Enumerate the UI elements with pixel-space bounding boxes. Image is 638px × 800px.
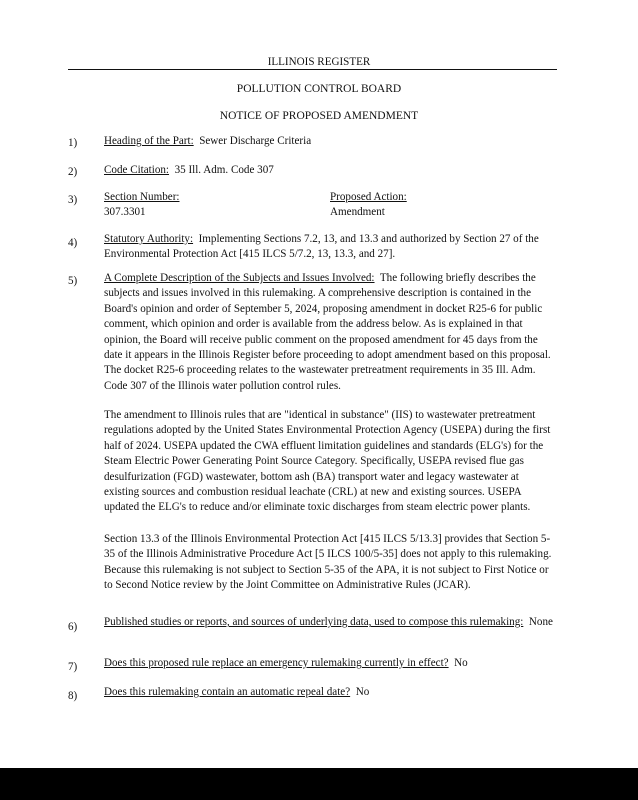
- item-5-para-1-text: The following briefly describes the subjects and issues involved in this rulemaking. A comprehensive description is contained in the Board's opinion and order of September 5, 2024, proposing amendment in docket R25-6 for public comment, which opinion and order is available from the address below. As is explained in that opinion, the Board will receive public comment on the proposed amendment for 45 days from the date it appears in the Illinois Register before proceeding to adopt amendment based on this proposal. The docket R25-6 proceeding relates to the wastewater pretreatment requirements in 35 Ill. Adm. Code 307 of the Illinois water pollution control rules.: [104, 272, 551, 392]
- item-2-number: 2): [68, 166, 78, 178]
- item-5-label: A Complete Description of the Subjects and Issues Involved:: [104, 272, 375, 284]
- item-5-paragraph-3: Section 13.3 of the Illinois Environmental Protection Act [415 ILCS 5/13.3] provides that Section 5-35 of the Illinois Administrative Procedure Act [5 ILCS 100/5-35] does not apply to this rulemaking. Because this rulemaking is not subject to Section 5-35 of the APA, it is not subject to First Notice or to Second Notice review by the Joint Committee on Administrative Rules (JCAR).: [104, 533, 552, 592]
- item-8: [104, 685, 554, 700]
- item-1-value: Sewer Discharge Criteria: [199, 135, 312, 147]
- item-6-label: Published studies or reports, and sources of underlying data, used to compose this rulemaking:: [104, 616, 524, 628]
- item-5-number: 5): [68, 275, 78, 287]
- item-6-value: None: [528, 616, 553, 628]
- item-3-number: 3): [68, 194, 78, 206]
- item-1-number: 1): [68, 137, 78, 149]
- item-7: [104, 656, 554, 671]
- item-4: [104, 232, 554, 263]
- section-number-value: 307.3301: [104, 206, 146, 219]
- item-8-value: No: [355, 686, 370, 698]
- item-6-number: 6): [68, 621, 78, 633]
- item-4-number: 4): [68, 237, 78, 249]
- proposed-action-label: Proposed Action:: [330, 191, 407, 203]
- item-8-label: Does this rulemaking contain an automatic repeal date?: [104, 686, 351, 698]
- section-number-label: Section Number:: [104, 191, 180, 203]
- item-1: [104, 134, 554, 149]
- item-2-label: Code Citation:: [104, 164, 170, 176]
- item-4-value: Implementing Sections 7.2, 13, and 13.3 and authorized by Section 27 of the Environmental Protection Act [415 ILCS 5/7.2, 13, 13.3, and 27].: [104, 233, 539, 261]
- scan-border-bar: [0, 768, 638, 800]
- item-6: [104, 615, 554, 630]
- proposed-action-value: Amendment: [330, 206, 385, 219]
- item-5-paragraph-2: The amendment to Illinois rules that are "identical in substance" (IIS) to wastewater pretreatment regulations adopted by the United States Environmental Protection Agency (USEPA) during the first half of 2024. USEPA updated the CWA effluent limitation guidelines and standards (ELG's) for the Steam Electric Power Generating Point Source Category. Specifically, USEPA revised flue gas desulfurization (FGD) wastewater, bottom ash (BA) transport water and legacy wastewater at existing sources and combustion residual leachate (CRL) at new and existing sources. USEPA updated the ELG's to reduce and/or eliminate toxic discharges from steam electric power plants.: [104, 409, 551, 514]
- item-7-value: No: [454, 657, 468, 669]
- item-2: [104, 163, 554, 178]
- notice-title: NOTICE OF PROPOSED AMENDMENT: [219, 110, 419, 122]
- item-8-number: 8): [68, 690, 78, 702]
- item-4-label: Statutory Authority:: [104, 233, 194, 245]
- item-7-number: 7): [68, 661, 78, 673]
- item-5-paragraph-1: [104, 271, 554, 394]
- item-5: [104, 271, 554, 394]
- item-1-label: Heading of the Part:: [104, 135, 194, 147]
- register-title: ILLINOIS REGISTER: [267, 56, 371, 68]
- agency-title: POLLUTION CONTROL BOARD: [236, 83, 402, 95]
- item-7-label: Does this proposed rule replace an emergency rulemaking currently in effect?: [104, 657, 449, 669]
- item-2-value: 35 Ill. Adm. Code 307: [174, 164, 274, 176]
